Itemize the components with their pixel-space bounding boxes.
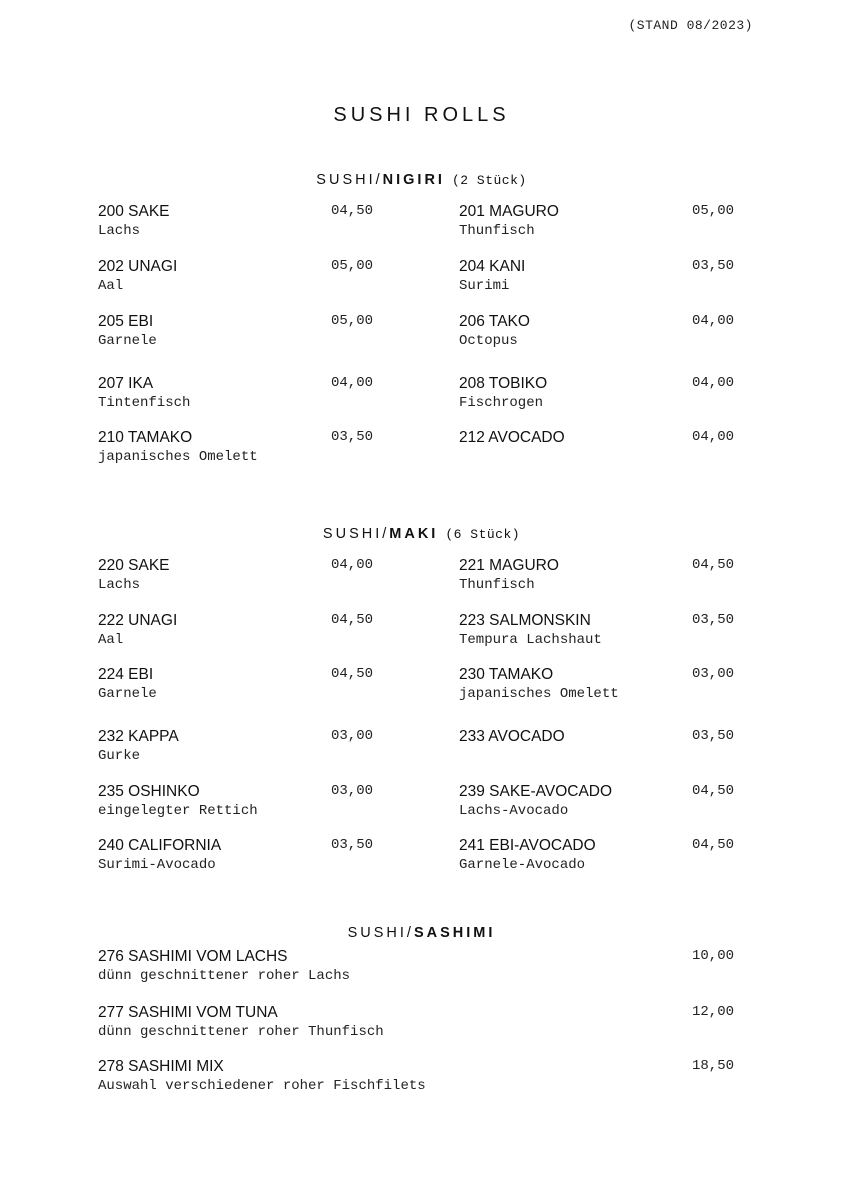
item-price: 05,00 <box>331 258 374 274</box>
item-price: 03,50 <box>692 612 735 628</box>
item-description: Garnele <box>98 333 157 349</box>
item-description: japanisches Omelett <box>459 686 619 702</box>
item-name: 222 UNAGI <box>98 612 178 629</box>
item-price: 03,00 <box>331 783 374 799</box>
item-name: 207 IKA <box>98 375 154 392</box>
item-name: 276 SASHIMI VOM LACHS <box>98 948 288 965</box>
item-price: 05,00 <box>331 313 374 329</box>
item-name: 221 MAGURO <box>459 557 559 574</box>
item-description: Surimi-Avocado <box>98 857 216 873</box>
section-title: MAKI <box>389 526 439 542</box>
item-name: 240 CALIFORNIA <box>98 837 222 854</box>
item-name: 201 MAGURO <box>459 203 559 220</box>
item-description: Lachs <box>98 577 141 593</box>
item-price: 03,00 <box>692 666 735 682</box>
item-description: Thunfisch <box>459 577 535 593</box>
item-price: 04,50 <box>692 783 735 799</box>
section-heading-maki <box>0 526 843 542</box>
item-description: Octopus <box>459 333 518 349</box>
item-name: 235 OSHINKO <box>98 783 200 800</box>
item-description: Tintenfisch <box>98 395 191 411</box>
item-name: 200 SAKE <box>98 203 170 220</box>
item-name: 239 SAKE-AVOCADO <box>459 783 613 800</box>
item-description: Thunfisch <box>459 223 535 239</box>
item-price: 04,00 <box>692 375 735 391</box>
menu-item <box>98 1003 658 1042</box>
item-description: Surimi <box>459 278 510 294</box>
section-prefix: SUSHI/ <box>322 526 390 542</box>
item-name: 220 SAKE <box>98 557 170 574</box>
item-price: 03,50 <box>692 258 735 274</box>
item-price: 04,00 <box>331 557 374 573</box>
item-price: 03,50 <box>331 429 374 445</box>
item-price: 04,50 <box>331 612 374 628</box>
item-description: Auswahl verschiedener roher Fischfilets <box>98 1078 426 1094</box>
item-price: 03,50 <box>692 728 735 744</box>
item-description: eingelegter Rettich <box>98 803 258 819</box>
item-description: japanisches Omelett <box>98 449 258 465</box>
item-price: 04,50 <box>331 666 374 682</box>
item-name: 202 UNAGI <box>98 258 178 275</box>
section-title: SASHIMI <box>413 925 496 941</box>
item-description: Gurke <box>98 748 141 764</box>
section-prefix: SUSHI/ <box>347 925 414 941</box>
section-quantity: (6 Stück) <box>445 527 521 542</box>
item-description: Lachs <box>98 223 141 239</box>
item-name: 224 EBI <box>98 666 154 683</box>
stand-date: (STAND 08/2023) <box>628 18 753 33</box>
item-price: 04,00 <box>331 375 374 391</box>
item-name: 206 TAKO <box>459 313 530 330</box>
item-name: 223 SALMONSKIN <box>459 612 591 629</box>
item-name: 204 KANI <box>459 258 526 275</box>
section-heading-nigiri <box>0 172 843 188</box>
item-description: Aal <box>98 278 124 294</box>
item-name: 278 SASHIMI MIX <box>98 1058 224 1075</box>
item-name: 232 KAPPA <box>98 728 179 745</box>
item-price: 04,00 <box>692 313 735 329</box>
item-name: 230 TAMAKO <box>459 666 554 683</box>
item-price: 04,50 <box>692 837 735 853</box>
item-price: 12,00 <box>692 1004 735 1020</box>
section-title: NIGIRI <box>382 172 445 188</box>
item-name: 208 TOBIKO <box>459 375 548 392</box>
item-description: Fischrogen <box>459 395 544 411</box>
item-description: Garnele-Avocado <box>459 857 586 873</box>
section-prefix: SUSHI/ <box>316 172 383 188</box>
item-price: 04,00 <box>692 429 735 445</box>
item-price: 03,00 <box>331 728 374 744</box>
item-name: 277 SASHIMI VOM TUNA <box>98 1004 278 1021</box>
page-title: SUSHI ROLLS <box>333 104 510 126</box>
menu-item <box>98 947 658 986</box>
item-description: Tempura Lachshaut <box>459 632 602 648</box>
item-price: 05,00 <box>692 203 735 219</box>
section-quantity: (2 Stück) <box>451 173 527 188</box>
item-description: Aal <box>98 632 124 648</box>
item-description: Garnele <box>98 686 157 702</box>
item-description: Lachs-Avocado <box>459 803 569 819</box>
item-price: 10,00 <box>692 948 735 964</box>
item-name: 233 AVOCADO <box>459 728 565 745</box>
item-price: 04,50 <box>331 203 374 219</box>
item-name: 210 TAMAKO <box>98 429 193 446</box>
item-name: 212 AVOCADO <box>459 429 565 446</box>
item-price: 03,50 <box>331 837 374 853</box>
item-name: 205 EBI <box>98 313 154 330</box>
item-description: dünn geschnittener roher Lachs <box>98 968 351 984</box>
item-description: dünn geschnittener roher Thunfisch <box>98 1024 384 1040</box>
item-price: 18,50 <box>692 1058 735 1074</box>
section-heading-sashimi <box>0 925 843 941</box>
menu-item <box>98 1057 658 1096</box>
item-price: 04,50 <box>692 557 735 573</box>
item-name: 241 EBI-AVOCADO <box>459 837 596 854</box>
